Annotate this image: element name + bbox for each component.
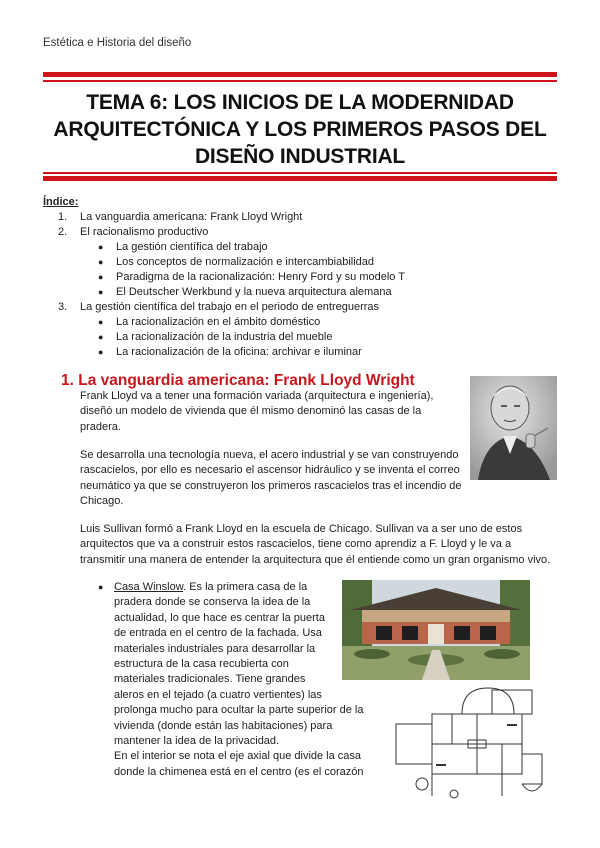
title-line: TEMA 6: LOS INICIOS DE LA MODERNIDAD <box>86 91 514 114</box>
text-line: arquitectos que va a construir estos rascacielos, tiene como aprendiz a F. Lloyd y le va a <box>80 538 512 551</box>
section-heading: 1. La vanguardia americana: Frank Lloyd Wright <box>61 372 415 389</box>
text-line: materiales tradicionales. Tiene grandes <box>114 673 306 686</box>
text-line: diseñó un modelo de vivienda que él mismo denominó las casas de la <box>80 405 422 418</box>
text-line: Se desarrolla una tecnología nueva, el acero industrial y se van construyendo <box>80 449 459 461</box>
index-list <box>0 210 600 360</box>
text-line: Luis Sullivan formó a Frank Lloyd en la escuela de Chicago. Sullivan va a ser uno de estos <box>80 523 523 535</box>
bullet-icon: ● <box>98 332 104 342</box>
sub-item-label: La racionalización en el ámbito doméstico <box>116 316 321 328</box>
bullet-icon: ● <box>98 347 104 357</box>
text-line: rascacielos, por ello es necesario el ascensor hidráulico y se inventa el correo <box>80 464 460 477</box>
sub-item-label: La racionalización de la oficina: archivar e iluminar <box>116 346 362 358</box>
text-line: vivienda (donde están las habitaciones) para <box>114 719 333 732</box>
text-line: actualidad, lo que hace es centrar la puerta <box>114 611 325 624</box>
house-photo <box>342 580 530 680</box>
list-number: 1. <box>58 211 68 223</box>
portrait-photo <box>470 376 557 480</box>
floor-plan-image <box>392 684 544 802</box>
portrait-image <box>470 376 557 480</box>
text-line: aleros en el tejado (a cuatro vertientes) las <box>114 688 322 701</box>
sub-item-label: La racionalización de la industria del mueble <box>116 331 333 343</box>
text-line: mantener la idea de la privacidad. <box>114 735 280 748</box>
casa-winslow-link[interactable]: Casa Winslow <box>114 581 184 593</box>
text-line: transmitir una manera de entender la arquitectura que él entiende como un gran organismo vivo. <box>80 553 551 566</box>
text-line: de entrada en el centro de la fachada. Usa <box>114 627 322 640</box>
sub-item-label: Los conceptos de normalización e intercambiabilidad <box>116 256 375 268</box>
bullet-icon: ● <box>98 317 104 327</box>
index-heading: Índice: <box>43 196 79 208</box>
text-line: En el interior se nota el eje axial que divide la casa <box>114 750 362 763</box>
list-number: 3. <box>58 301 68 313</box>
house-image <box>342 580 530 680</box>
sub-item-label: La gestión científica del trabajo <box>116 241 268 253</box>
text-line: neumático ya que se construyeron los primeros rascacielos tras el incendio de <box>80 479 462 492</box>
bullet-icon: ● <box>98 272 104 282</box>
title-line: ARQUITECTÓNICA Y LOS PRIMEROS PASOS DEL <box>53 118 547 141</box>
text-line: pradera donde se conserva la idea de la <box>114 596 311 609</box>
list-item-label: La vanguardia americana: Frank Lloyd Wright <box>80 211 303 223</box>
title-bottom-rule-thin <box>43 172 557 174</box>
text-line: donde la chimenea está en el centro (es el corazón <box>114 765 364 778</box>
sub-item-label: El Deutscher Werkbund y la nueva arquitectura alemana <box>116 286 392 298</box>
text-line: prolonga mucho para ocultar la parte superior de la <box>114 704 364 717</box>
title-line: DISEÑO INDUSTRIAL <box>194 145 406 168</box>
list-item-label: El racionalismo productivo <box>80 226 209 238</box>
text-fragment: . Es la primera casa de la <box>183 581 308 593</box>
bullet-icon: ● <box>98 257 104 267</box>
bullet-icon: ● <box>98 242 104 252</box>
text-line: materiales industriales para desarrollar la <box>114 642 316 655</box>
text-line: estructura de la casa recubierta con <box>114 658 289 671</box>
paragraph <box>80 389 465 435</box>
paragraph <box>80 448 480 510</box>
title-top-rule-thin <box>43 80 557 82</box>
bullet-icon: ● <box>98 287 104 297</box>
document-header: Estética e Historia del diseño <box>43 37 192 49</box>
floor-plan-drawing <box>392 684 544 802</box>
text-line: Frank Lloyd va a tener una formación variada (arquitectura e ingeniería), <box>80 390 434 402</box>
text-line: Chicago. <box>80 495 124 508</box>
text-line: pradera. <box>80 420 121 433</box>
title-bottom-rule <box>43 176 557 181</box>
title-top-rule <box>43 72 557 77</box>
list-item-label: La gestión científica del trabajo en el periodo de entreguerras <box>80 301 380 313</box>
page-title <box>43 89 557 170</box>
bullet-icon: ● <box>98 582 104 592</box>
paragraph <box>80 522 560 568</box>
sub-item-label: Paradigma de la racionalización: Henry Ford y su modelo T <box>116 271 405 283</box>
list-number: 2. <box>58 226 68 238</box>
